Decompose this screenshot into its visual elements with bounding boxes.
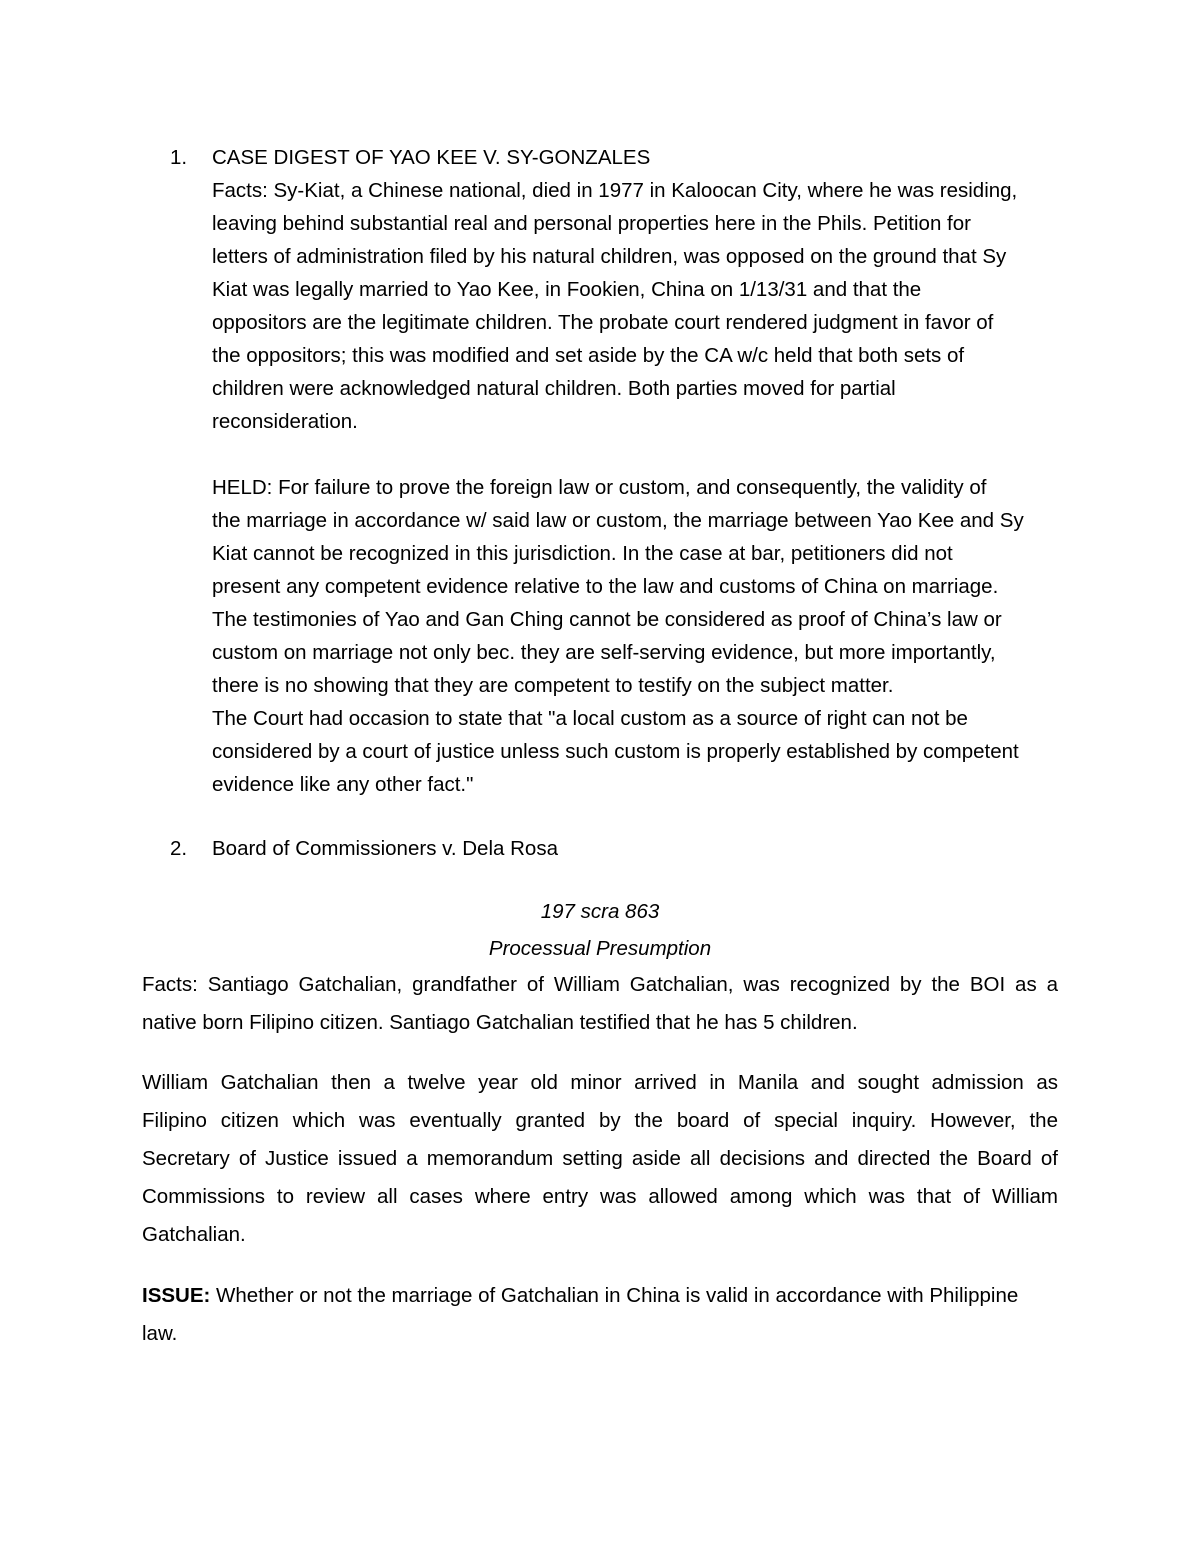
- case-2-facts-line: native born Filipino citizen. Santiago Gatchalian testified that he has 5 children.: [142, 1011, 858, 1034]
- issue-text: Whether or not the marriage of Gatchalian in China is valid in accordance with Philippine: [210, 1284, 1019, 1307]
- case-2-number: 2.: [170, 837, 188, 860]
- case-1-facts-line: reconsideration.: [212, 410, 358, 433]
- case-1-held-line: considered by a court of justice unless such custom is properly established by competent: [212, 740, 1019, 763]
- case-1-number: 1.: [170, 146, 188, 169]
- case-2-para2-line: Filipino citizen which was eventually granted by the board of special inquiry. However, the: [142, 1109, 1058, 1132]
- case-1-facts-line: leaving behind substantial real and personal properties here in the Phils. Petition for: [212, 212, 971, 235]
- case-2-title: Board of Commissioners v. Dela Rosa: [212, 837, 558, 860]
- case-1-facts-line: the oppositors; this was modified and set aside by the CA w/c held that both sets of: [212, 344, 965, 367]
- case-2-issue-paragraph: [142, 1277, 1058, 1353]
- case-2-para2-line: Gatchalian.: [142, 1223, 246, 1246]
- case-1-facts-line: Facts: Sy-Kiat, a Chinese national, died in 1977 in Kaloocan City, where he was residing,: [212, 179, 1018, 202]
- case-2-para2-line: Commissions to review all cases where entry was allowed among which was that of William: [142, 1185, 1058, 1208]
- case-2-subtitle: Processual Presumption: [488, 937, 712, 960]
- case-2-para2-line: Secretary of Justice issued a memorandum setting aside all decisions and directed the Board of: [142, 1147, 1058, 1170]
- case-2-citation-block: [142, 893, 1058, 967]
- case-1-held-line: present any competent evidence relative to the law and customs of China on marriage.: [212, 575, 999, 598]
- case-1-facts-line: oppositors are the legitimate children. The probate court rendered judgment in favor of: [212, 311, 994, 334]
- case-1-held-line: there is no showing that they are competent to testify on the subject matter.: [212, 674, 894, 697]
- case-1-held-line: The Court had occasion to state that "a local custom as a source of right can not be: [212, 707, 968, 730]
- case-2-body: [212, 832, 1070, 865]
- case-1-facts-line: letters of administration filed by his natural children, was opposed on the ground that Sy: [212, 245, 1007, 268]
- case-1-facts-line: Kiat was legally married to Yao Kee, in Fookien, China on 1/13/31 and that the: [212, 278, 922, 301]
- case-2-citation: 197 scra 863: [540, 900, 660, 923]
- case-2-issue-line: [142, 1277, 1058, 1315]
- case-1-title: CASE DIGEST OF YAO KEE V. SY-GONZALES: [212, 146, 651, 169]
- case-1-facts-line: children were acknowledged natural children. Both parties moved for partial: [212, 377, 896, 400]
- case-2-facts-paragraph: [142, 966, 1058, 1042]
- issue-label: ISSUE:: [142, 1284, 211, 1307]
- case-1-held-line: HELD: For failure to prove the foreign law or custom, and consequently, the validity of: [212, 476, 987, 499]
- case-2-issue-line: law.: [142, 1322, 178, 1345]
- case-1-held-line: Kiat cannot be recognized in this jurisdiction. In the case at bar, petitioners did not: [212, 542, 953, 565]
- case-2-paragraph-2: [142, 1064, 1058, 1254]
- case-2-para2-line: William Gatchalian then a twelve year old minor arrived in Manila and sought admission as: [142, 1071, 1058, 1094]
- case-2-facts-line: Facts: Santiago Gatchalian, grandfather of William Gatchalian, was recognized by the BOI as a: [142, 973, 1058, 996]
- case-1-held-line: custom on marriage not only bec. they are self-serving evidence, but more importantly,: [212, 641, 996, 664]
- case-1-held-line: The testimonies of Yao and Gan Ching cannot be considered as proof of China’s law or: [212, 608, 1002, 631]
- case-1-body: [212, 141, 1070, 801]
- case-1-held-line: the marriage in accordance w/ said law or custom, the marriage between Yao Kee and Sy: [212, 509, 1024, 532]
- case-1-held-line: evidence like any other fact.": [212, 773, 474, 796]
